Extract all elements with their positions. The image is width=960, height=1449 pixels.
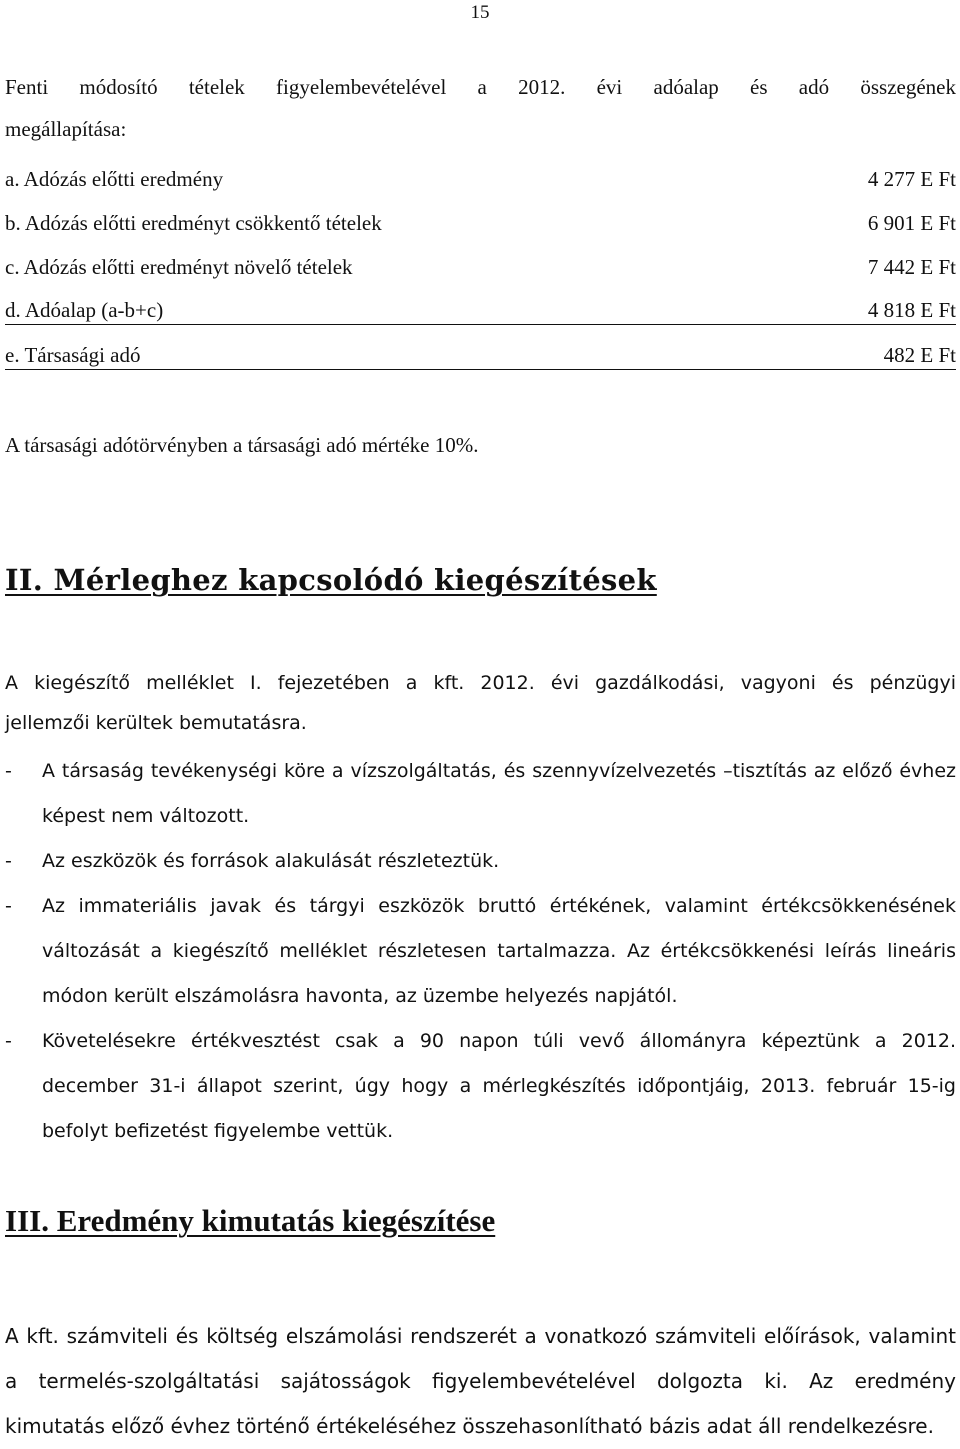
section-title-balance-sheet: II. Mérleghez kapcsolódó kiegészítések <box>5 563 657 597</box>
bullet-text: Követelésekre értékvesztést csak a 90 napon túli vevő állományra képeztünk a 2012. december 31-i állapot szerint, úgy hogy a mérlegkészítés időpontjáig, 2013. február 15-ig befolyt befizetést figyelembe vettük. <box>42 1030 956 1142</box>
bullet-dash: - <box>5 895 12 917</box>
calc-row-corporate-tax <box>5 328 956 370</box>
calc-value: 4 277 E Ft <box>867 166 956 191</box>
bullet-item-depreciation <box>5 884 956 1019</box>
calc-value: 7 442 E Ft <box>867 254 956 279</box>
section2-intro <box>5 662 956 745</box>
bullet-item-activity <box>5 749 956 839</box>
calc-label: c. Adózás előtti eredményt növelő tételek <box>5 254 353 279</box>
intro-line-1: Fenti módosító tételek figyelembevételével a 2012. évi adóalap és adó összegének <box>5 75 956 99</box>
tax-rate-note: A társasági adótörvényben a társasági adó mértéke 10%. <box>5 433 479 457</box>
section3-paragraph: A kft. számviteli és költség elszámolási rendszerét a vonatkozó számviteli előírások, valamint a termelés-szolgáltatási sajátosságok figyelembevételével dolgozta ki. Az eredmény kimutatás előző évhez történő értékeléséhez összehasonlítható bázis adat áll rendelkezésre. <box>5 1324 956 1438</box>
calc-value: 482 E Ft <box>883 343 956 367</box>
intro-paragraph <box>5 66 956 150</box>
calc-label: a. Adózás előtti eredmény <box>5 166 224 191</box>
bullet-text: A társaság tevékenységi köre a vízszolgáltatás, és szennyvízelvezetés –tisztítás az előző évhez képest nem változott. <box>42 760 956 827</box>
calc-value: 4 818 E Ft <box>867 298 956 322</box>
section-title-income-statement: III. Eredmény kimutatás kiegészítése <box>5 1203 496 1238</box>
intro-line-2: megállapítása: <box>5 117 127 141</box>
bullet-item-receivables <box>5 1019 956 1154</box>
bullet-dash: - <box>5 850 12 872</box>
bullet-dash: - <box>5 760 12 782</box>
calc-label: b. Adózás előtti eredményt csökkentő tételek <box>5 210 382 235</box>
section2-intro-line-2: jellemzői kerültek bemutatásra. <box>5 712 307 734</box>
bullet-item-assets <box>5 839 956 884</box>
bullet-dash: - <box>5 1030 12 1052</box>
bullet-text: Az immateriális javak és tárgyi eszközök bruttó értékének, valamint értékcsökkenésének változását a kiegészítő melléklet részletesen tartalmazza. Az értékcsökkenési leírás lineáris módon került elszámolásra havonta, az üzembe helyezés napjától. <box>42 895 956 1007</box>
calc-row-pretax-result <box>5 157 956 201</box>
calc-label: d. Adóalap (a-b+c) <box>5 298 164 322</box>
section2-intro-line-1: A kiegészítő melléklet I. fejezetében a kft. 2012. évi gazdálkodási, vagyoni és pénzügyi <box>5 672 956 694</box>
calc-label: e. Társasági adó <box>5 343 141 367</box>
calc-value: 6 901 E Ft <box>867 210 956 235</box>
calc-row-decreasing-items <box>5 201 956 245</box>
calc-row-tax-base <box>5 283 956 325</box>
page-number: 15 <box>470 2 490 23</box>
bullet-text: Az eszközök és források alakulását részleteztük. <box>42 850 500 872</box>
